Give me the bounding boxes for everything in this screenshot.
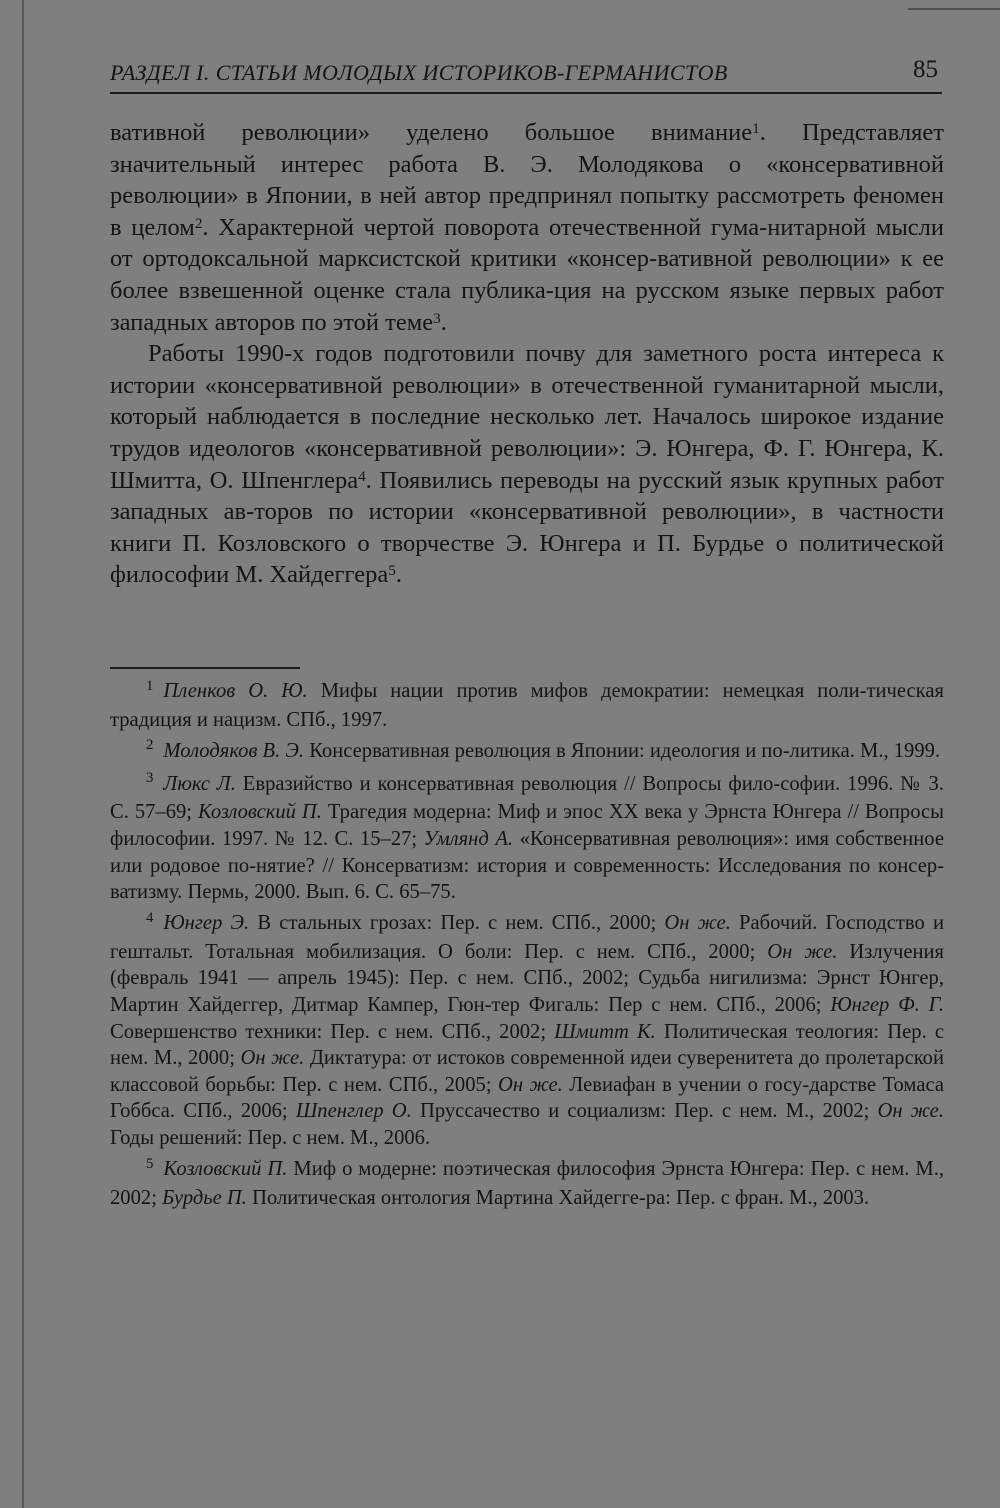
author-name: Бурдье П. <box>162 1186 247 1209</box>
footnote-text: Политическая онтология Мартина Хайдегге-ра: Пер. с фран. М., 2003. <box>246 1186 870 1209</box>
author-name: Пленков О. Ю. <box>163 680 308 702</box>
author-name: Он же. <box>240 1047 305 1070</box>
footnote-1 <box>110 678 944 733</box>
author-name: Он же. <box>498 1073 563 1096</box>
footnote-text: Евразийство и консервативная революция // Вопросы фило-софии. 1996. № 3. С. 57–69; <box>110 772 944 824</box>
author-name: Шпенглер О. <box>295 1100 412 1123</box>
footnote-number: 4 <box>146 909 154 926</box>
page-number: 85 <box>913 56 938 83</box>
footnote-5 <box>110 1156 944 1211</box>
text-segment: . Появились переводы на русский язык крупных работ западных ав-торов по истории «консервативной революции», в частности книги П. Козловского о творчестве Э. Юнгера и П. Бурдье о политической философии М. Хайдеггера <box>110 466 944 589</box>
footnote-number: 1 <box>146 677 154 694</box>
footnote-4 <box>110 910 944 1151</box>
footnote-ref-2[interactable]: 2 <box>194 214 203 232</box>
footnote-ref-3[interactable]: 3 <box>433 309 441 327</box>
footnote-number: 3 <box>146 770 154 787</box>
running-head: РАЗДЕЛ I. СТАТЬИ МОЛОДЫХ ИСТОРИКОВ-ГЕРМАНИСТОВ <box>110 60 728 85</box>
text-segment: . Представляет значительный интерес работа В. Э. Молодякова о «консервативной революции» в Японии, в ней автор предпринял попытку рассмотреть феномен в целом <box>110 119 944 241</box>
footnote-text: Мифы нации против мифов демократии: немецкая поли-тическая традиция и нацизм. СПб., 1997. <box>110 680 944 731</box>
text-segment: . <box>440 308 447 336</box>
footnote-text: Диктатура: от истоков современной идеи суверенитета до пролетарской классовой борьбы: Пер. с нем. СПб., 2005; <box>110 1047 944 1096</box>
footnote-text: «Консервативная революция»: имя собственное или родовое по-нятие? // Консерватизм: история и современность: Исследования по консер-ватизму. Пермь, 2000. Вып. 6. С. 65–75. <box>110 827 944 904</box>
footnote-text: Миф о модерне: поэтическая философия Эрнста Юнгера: Пер. с нем. М., 2002; <box>110 1158 945 1209</box>
footnote-text: Излучения (февраль 1941 — апрель 1945): Пер. с нем. СПб., 2002; Судьба нигилизма: Эрнст Юнгер, Мартин Хайдеггер, Дитмар Кампер, Гюн-тер Фигаль: Пер с нем. СПб., 2006; <box>110 940 944 1017</box>
footnote-separator <box>110 667 300 669</box>
footnote-text: Трагедия модерна: Миф и эпос XX века у Эрнста Юнгера // Вопросы философии. 1997. № 12. С. 15–27; <box>110 801 945 850</box>
author-name: Юнгер Ф. Г. <box>830 994 944 1017</box>
footnote-number: 5 <box>146 1155 154 1172</box>
footnote-text: В стальных грозах: Пер. с нем. СПб., 2000; <box>249 912 665 935</box>
text-segment: вативной революции» уделено большое внимание <box>110 119 753 146</box>
text-segment: . <box>395 561 402 589</box>
footnote-number: 2 <box>146 737 154 754</box>
footnote-text: Левиафан в учении о госу-дарстве Томаса Гоббса. СПб., 2006; <box>110 1073 944 1123</box>
author-name: Умлянд А. <box>423 827 514 850</box>
main-text <box>110 117 944 591</box>
author-name: Люкс Л. <box>163 772 236 795</box>
author-name: Юнгер Э. <box>163 912 250 935</box>
page-edge-shadow <box>22 0 24 1508</box>
footnote-text: Консервативная революция в Японии: идеология и по-литика. М., 1999. <box>304 739 941 762</box>
footnote-text: Совершенство техники: Пер. с нем. СПб., 2002; <box>110 1020 555 1043</box>
page-edge-mark <box>908 8 1000 10</box>
author-name: Козловский П. <box>163 1158 288 1181</box>
author-name: Он же. <box>664 912 731 935</box>
page-header <box>110 58 942 94</box>
paragraph-1 <box>110 117 944 338</box>
footnote-3 <box>110 771 944 906</box>
footnotes <box>110 678 944 1216</box>
author-name: Молодяков В. Э. <box>163 739 305 762</box>
header-rule <box>110 92 942 94</box>
footnote-ref-4[interactable]: 4 <box>358 467 366 485</box>
text-segment: . Характерной чертой поворота отечественной гума-нитарной мысли от ортодоксальной марксистской критики «консер-вативной революции» к ее более взвешенной оценке стала публика-ция на русском языке первых работ западных авторов по этой теме <box>110 213 944 336</box>
author-name: Он же. <box>877 1100 944 1123</box>
footnote-ref-5[interactable]: 5 <box>388 562 396 580</box>
author-name: Козловский П. <box>197 801 322 824</box>
footnote-ref-1[interactable]: 1 <box>752 120 760 138</box>
author-name: Шмитт К. <box>554 1020 656 1043</box>
footnote-text: Пруссачество и социализм: Пер. с нем. М., 2002; <box>411 1100 878 1123</box>
paragraph-2 <box>110 338 944 591</box>
footnote-text: Политическая теология: Пер. с нем. М., 2000; <box>110 1020 944 1070</box>
footnote-2 <box>110 738 944 767</box>
text-segment: Работы 1990-х годов подготовили почву для заметного роста интереса к истории «консервативной революции» в отечественной гуманитарной мысли, который наблюдается в последние несколько лет. Началось широкое издание трудов идеологов «консервативной революции»: Э. Юнгера, Ф. Г. Юнгера, К. Шмитта, О. Шпенглера <box>110 340 944 494</box>
author-name: Он же. <box>767 940 838 963</box>
footnote-text: Рабочий. Господство и гештальт. Тотальная мобилизация. О боли: Пер. с нем. СПб., 2000; <box>110 912 944 963</box>
footnote-text: Годы решений: Пер. с нем. М., 2006. <box>110 1127 431 1149</box>
